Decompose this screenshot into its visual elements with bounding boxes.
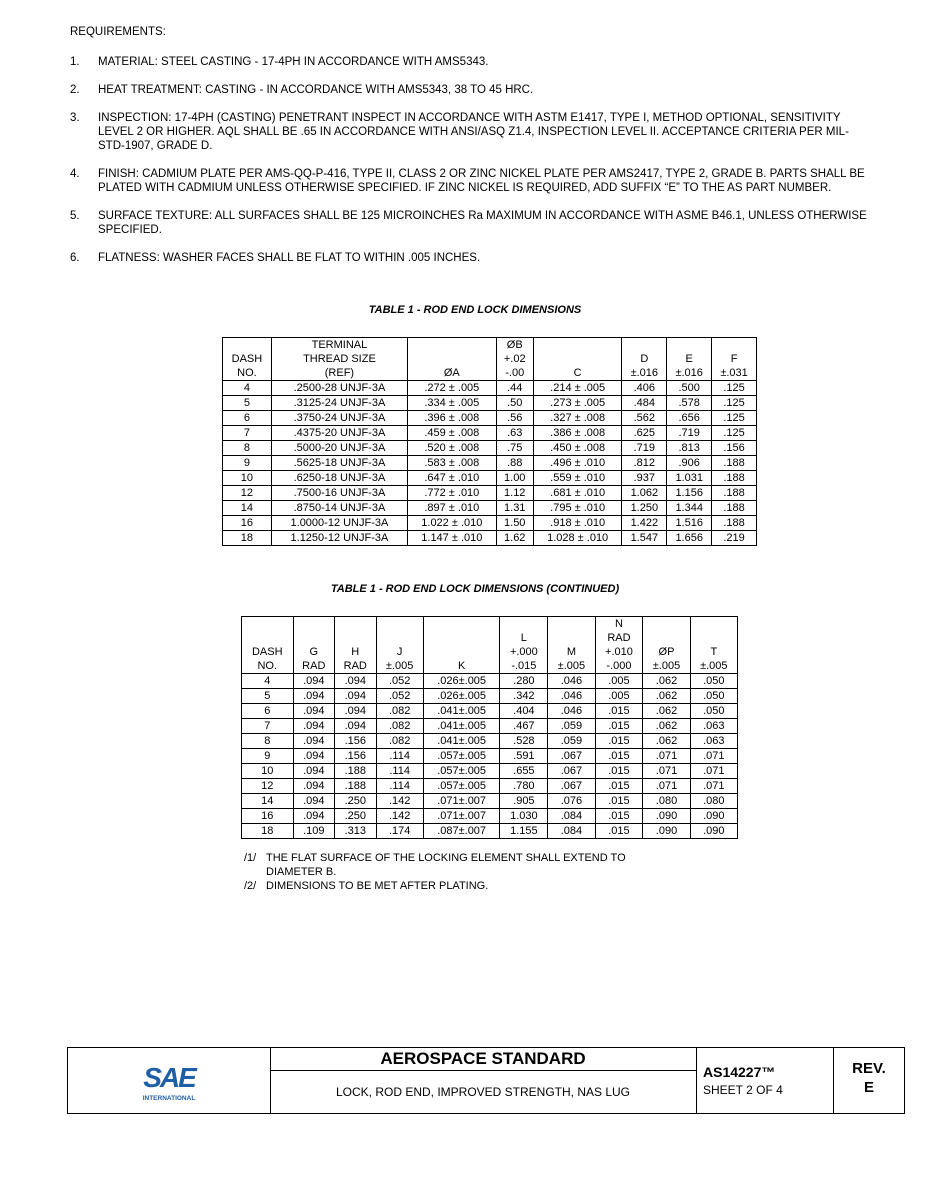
table-cell: 1.50 xyxy=(496,516,533,531)
table-cell: .041±.005 xyxy=(423,719,500,734)
table-cell: .094 xyxy=(335,689,376,704)
table-cell: 6 xyxy=(223,411,272,426)
table-cell: .005 xyxy=(595,674,643,689)
table-cell: .591 xyxy=(500,749,548,764)
table-cell: .062 xyxy=(643,704,690,719)
note-item xyxy=(244,851,626,879)
table-row xyxy=(242,689,738,704)
column-header: K xyxy=(423,617,500,674)
column-header: N RAD +.010 -.000 xyxy=(595,617,643,674)
table-row xyxy=(223,396,757,411)
column-header: G RAD xyxy=(293,617,334,674)
table-cell: .015 xyxy=(595,809,643,824)
table-cell: .057±.005 xyxy=(423,779,500,794)
table-row xyxy=(223,411,757,426)
table-cell: .188 xyxy=(712,516,757,531)
table-cell: .50 xyxy=(496,396,533,411)
table-cell: 1.0000-12 UNJF-3A xyxy=(271,516,407,531)
table-cell: .125 xyxy=(712,411,757,426)
table-cell: 1.022 ± .010 xyxy=(408,516,497,531)
logo-subtext: INTERNATIONAL xyxy=(142,1095,196,1102)
requirement-number: 2. xyxy=(70,84,80,96)
requirement-text: MATERIAL: STEEL CASTING - 17-4PH IN ACCORDANCE WITH AMS5343. xyxy=(98,56,489,68)
table-cell: .2500-28 UNJF-3A xyxy=(271,381,407,396)
table-cell: .528 xyxy=(500,734,548,749)
table-cell: .094 xyxy=(335,674,376,689)
table-cell: .071 xyxy=(643,749,690,764)
table-row xyxy=(242,779,738,794)
table-cell: .015 xyxy=(595,764,643,779)
table-cell: 1.250 xyxy=(622,501,667,516)
table-cell: .3750-24 UNJF-3A xyxy=(271,411,407,426)
table-cell: .071 xyxy=(690,779,737,794)
table-cell: 18 xyxy=(242,824,294,839)
table-cell: .080 xyxy=(690,794,737,809)
table-cell: .937 xyxy=(622,471,667,486)
table-cell: .041±.005 xyxy=(423,734,500,749)
table-cell: .813 xyxy=(667,441,712,456)
table-cell: .8750-14 UNJF-3A xyxy=(271,501,407,516)
requirement-text: FINISH: CADMIUM PLATE PER AMS-QQ-P-416, TYPE II, CLASS 2 OR ZINC NICKEL PLATE PER AMS2417, TYPE 2, GRADE B. PARTS SHALL BE PLATED WITH CADMIUM UNLESS OTHERWISE SPECIFIED. IF ZINC NICKEL IS REQUIRED, ADD SUFFIX “E” TO THE AS PART NUMBER. xyxy=(98,168,865,194)
table-cell: .404 xyxy=(500,704,548,719)
table-cell: 16 xyxy=(242,809,294,824)
table-row xyxy=(242,674,738,689)
table-cell: 14 xyxy=(242,794,294,809)
column-header: M ±.005 xyxy=(548,617,595,674)
table-cell: .3125-24 UNJF-3A xyxy=(271,396,407,411)
table-cell: 9 xyxy=(223,456,272,471)
table-cell: 7 xyxy=(242,719,294,734)
table-cell: 1.547 xyxy=(622,531,667,546)
table-cell: .046 xyxy=(548,704,595,719)
sae-logo xyxy=(68,1048,271,1113)
column-header: ØB +.02 -.00 xyxy=(496,338,533,381)
table-row xyxy=(223,441,757,456)
table-cell: 1.031 xyxy=(667,471,712,486)
table-cell: 1.516 xyxy=(667,516,712,531)
table-cell: .656 xyxy=(667,411,712,426)
table-cell: .062 xyxy=(643,674,690,689)
table-cell: .090 xyxy=(690,809,737,824)
table-cell: .094 xyxy=(293,734,334,749)
revision-cell xyxy=(834,1048,904,1113)
table-cell: .174 xyxy=(376,824,423,839)
dimensions-table xyxy=(222,337,757,546)
table-cell: .026±.005 xyxy=(423,689,500,704)
table-cell: 1.00 xyxy=(496,471,533,486)
table-cell: 14 xyxy=(223,501,272,516)
sheet-number: SHEET 2 OF 4 xyxy=(703,1083,783,1097)
column-header: DASH NO. xyxy=(223,338,272,381)
table-cell: .041±.005 xyxy=(423,704,500,719)
table-cell: .334 ± .005 xyxy=(408,396,497,411)
table-cell: .050 xyxy=(690,704,737,719)
notes xyxy=(244,851,626,893)
table-cell: .188 xyxy=(335,779,376,794)
table-row xyxy=(242,749,738,764)
note-key: /2/ xyxy=(244,880,257,892)
table-cell: 1.1250-12 UNJF-3A xyxy=(271,531,407,546)
table-cell: 4 xyxy=(242,674,294,689)
table-cell: .918 ± .010 xyxy=(533,516,622,531)
requirement-item xyxy=(70,251,870,265)
table-cell: .094 xyxy=(293,674,334,689)
table-cell: .071 xyxy=(643,779,690,794)
column-header: DASH NO. xyxy=(242,617,294,674)
requirement-text: HEAT TREATMENT: CASTING - IN ACCORDANCE WITH AMS5343, 38 TO 45 HRC. xyxy=(98,84,534,96)
table-cell: .7500-16 UNJF-3A xyxy=(271,486,407,501)
table-cell: .250 xyxy=(335,809,376,824)
table-cell: .094 xyxy=(293,764,334,779)
table-row xyxy=(223,426,757,441)
requirement-number: 4. xyxy=(70,168,80,180)
requirements-list xyxy=(70,55,870,279)
table-cell: 9 xyxy=(242,749,294,764)
table-cell: .094 xyxy=(293,689,334,704)
table-cell: .214 ± .005 xyxy=(533,381,622,396)
table-cell: .5000-20 UNJF-3A xyxy=(271,441,407,456)
document-number-cell xyxy=(697,1048,834,1113)
requirement-item xyxy=(70,111,870,153)
table-cell: .015 xyxy=(595,719,643,734)
table-cell: .063 xyxy=(690,719,737,734)
table2-caption: TABLE 1 - ROD END LOCK DIMENSIONS (CONTINUED) xyxy=(330,583,620,595)
table-cell: .114 xyxy=(376,779,423,794)
note-text: DIMENSIONS TO BE MET AFTER PLATING. xyxy=(266,880,489,892)
table-cell: .052 xyxy=(376,689,423,704)
table-cell: .015 xyxy=(595,779,643,794)
table-cell: .583 ± .008 xyxy=(408,456,497,471)
table-cell: .071 xyxy=(643,764,690,779)
note-item xyxy=(244,879,626,893)
table-cell: .681 ± .010 xyxy=(533,486,622,501)
table-cell: .059 xyxy=(548,719,595,734)
table-cell: 5 xyxy=(223,396,272,411)
table-cell: .005 xyxy=(595,689,643,704)
logo-text: SAE xyxy=(143,1062,195,1093)
table-cell: .067 xyxy=(548,779,595,794)
table-cell: .094 xyxy=(293,749,334,764)
requirement-number: 1. xyxy=(70,56,80,68)
table-cell: .6250-18 UNJF-3A xyxy=(271,471,407,486)
table-cell: .080 xyxy=(643,794,690,809)
note-text: THE FLAT SURFACE OF THE LOCKING ELEMENT SHALL EXTEND TO DIAMETER B. xyxy=(266,852,626,878)
table-cell: .125 xyxy=(712,396,757,411)
table-cell: .076 xyxy=(548,794,595,809)
table-cell: .63 xyxy=(496,426,533,441)
column-header: TERMINAL THREAD SIZE (REF) xyxy=(271,338,407,381)
table-cell: 16 xyxy=(223,516,272,531)
table-row xyxy=(242,809,738,824)
table-cell: .094 xyxy=(335,704,376,719)
table-cell: .082 xyxy=(376,719,423,734)
table-cell: .071 xyxy=(690,749,737,764)
table-cell: .496 ± .010 xyxy=(533,456,622,471)
table-cell: .647 ± .010 xyxy=(408,471,497,486)
table-row xyxy=(223,501,757,516)
table-cell: 1.12 xyxy=(496,486,533,501)
table-row xyxy=(223,471,757,486)
table-cell: .015 xyxy=(595,734,643,749)
table-cell: .125 xyxy=(712,381,757,396)
table-cell: .063 xyxy=(690,734,737,749)
table-cell: .015 xyxy=(595,824,643,839)
revision-value: E xyxy=(863,1079,874,1096)
table-cell: .057±.005 xyxy=(423,749,500,764)
table-cell: .772 ± .010 xyxy=(408,486,497,501)
table-cell: .094 xyxy=(335,719,376,734)
table-cell: .396 ± .008 xyxy=(408,411,497,426)
table-cell: 8 xyxy=(223,441,272,456)
table-cell: .44 xyxy=(496,381,533,396)
table-cell: .156 xyxy=(335,749,376,764)
table-cell: .719 xyxy=(667,426,712,441)
table-cell: .109 xyxy=(293,824,334,839)
table-cell: .026±.005 xyxy=(423,674,500,689)
table-cell: .459 ± .008 xyxy=(408,426,497,441)
table-cell: 12 xyxy=(223,486,272,501)
table-cell: .559 ± .010 xyxy=(533,471,622,486)
column-header: ØP ±.005 xyxy=(643,617,690,674)
table-cell: .090 xyxy=(643,809,690,824)
table-cell: .071±.007 xyxy=(423,809,500,824)
table-cell: .087±.007 xyxy=(423,824,500,839)
table-cell: .313 xyxy=(335,824,376,839)
table-row xyxy=(223,516,757,531)
column-header: J ±.005 xyxy=(376,617,423,674)
table-cell: .094 xyxy=(293,779,334,794)
table-cell: 5 xyxy=(242,689,294,704)
table-cell: 4 xyxy=(223,381,272,396)
table-cell: .046 xyxy=(548,674,595,689)
table-cell: .094 xyxy=(293,704,334,719)
table-row xyxy=(223,456,757,471)
standard-type: AEROSPACE STANDARD xyxy=(270,1048,696,1071)
table-cell: .562 xyxy=(622,411,667,426)
table-cell: .142 xyxy=(376,794,423,809)
column-header: L +.000 -.015 xyxy=(500,617,548,674)
table-cell: .015 xyxy=(595,704,643,719)
requirement-text: FLATNESS: WASHER FACES SHALL BE FLAT TO WITHIN .005 INCHES. xyxy=(98,252,481,264)
table-cell: .897 ± .010 xyxy=(408,501,497,516)
table-cell: .156 xyxy=(335,734,376,749)
table-cell: 1.62 xyxy=(496,531,533,546)
table-cell: .052 xyxy=(376,674,423,689)
table-cell: .062 xyxy=(643,719,690,734)
table-cell: .071 xyxy=(690,764,737,779)
table-cell: .084 xyxy=(548,809,595,824)
table-cell: .386 ± .008 xyxy=(533,426,622,441)
table-cell: .082 xyxy=(376,734,423,749)
table-cell: .084 xyxy=(548,824,595,839)
table-cell: .88 xyxy=(496,456,533,471)
table-cell: .906 xyxy=(667,456,712,471)
document-number: AS14227™ xyxy=(703,1064,776,1080)
table-cell: .094 xyxy=(293,794,334,809)
table-cell: 1.062 xyxy=(622,486,667,501)
table-cell: .450 ± .008 xyxy=(533,441,622,456)
table-cell: .467 xyxy=(500,719,548,734)
table-cell: .062 xyxy=(643,689,690,704)
table1-caption: TABLE 1 - ROD END LOCK DIMENSIONS xyxy=(368,304,582,316)
part-description: LOCK, ROD END, IMPROVED STRENGTH, NAS LUG xyxy=(335,1085,631,1099)
table-row xyxy=(242,824,738,839)
table-cell: 1.344 xyxy=(667,501,712,516)
table-cell: .059 xyxy=(548,734,595,749)
table-cell: 1.155 xyxy=(500,824,548,839)
table-cell: 10 xyxy=(223,471,272,486)
table-cell: .188 xyxy=(712,456,757,471)
title-block xyxy=(67,1047,905,1114)
table-cell: .156 xyxy=(712,441,757,456)
table-cell: .071±.007 xyxy=(423,794,500,809)
table-cell: 10 xyxy=(242,764,294,779)
table-cell: .4375-20 UNJF-3A xyxy=(271,426,407,441)
table-cell: .188 xyxy=(335,764,376,779)
table-cell: .578 xyxy=(667,396,712,411)
requirement-number: 3. xyxy=(70,112,80,124)
table-cell: 1.656 xyxy=(667,531,712,546)
table-cell: .067 xyxy=(548,764,595,779)
table-cell: .125 xyxy=(712,426,757,441)
requirement-item xyxy=(70,167,870,195)
table-cell: .057±.005 xyxy=(423,764,500,779)
table-cell: .625 xyxy=(622,426,667,441)
table-cell: 6 xyxy=(242,704,294,719)
table-cell: .050 xyxy=(690,674,737,689)
table-row xyxy=(242,734,738,749)
table-cell: .050 xyxy=(690,689,737,704)
table-cell: .188 xyxy=(712,486,757,501)
table-cell: .500 xyxy=(667,381,712,396)
table-cell: 1.028 ± .010 xyxy=(533,531,622,546)
table-cell: 8 xyxy=(242,734,294,749)
table-cell: .090 xyxy=(643,824,690,839)
column-header: C xyxy=(533,338,622,381)
table-cell: .094 xyxy=(293,809,334,824)
table-cell: .114 xyxy=(376,764,423,779)
table-cell: .114 xyxy=(376,749,423,764)
sae-logo-icon xyxy=(68,1048,270,1113)
table-cell: 1.030 xyxy=(500,809,548,824)
table-cell: .188 xyxy=(712,501,757,516)
table-cell: .188 xyxy=(712,471,757,486)
column-header: F ±.031 xyxy=(712,338,757,381)
table-cell: .780 xyxy=(500,779,548,794)
dimensions-continued-table xyxy=(241,616,738,839)
table-cell: .56 xyxy=(496,411,533,426)
table-cell: .520 ± .008 xyxy=(408,441,497,456)
table-cell: .406 xyxy=(622,381,667,396)
table-cell: 7 xyxy=(223,426,272,441)
column-header: H RAD xyxy=(335,617,376,674)
table-cell: .327 ± .008 xyxy=(533,411,622,426)
table-cell: .655 xyxy=(500,764,548,779)
requirement-text: SURFACE TEXTURE: ALL SURFACES SHALL BE 125 MICROINCHES Ra MAXIMUM IN ACCORDANCE WITH ASME B46.1, UNLESS OTHERWISE SPECIFIED. xyxy=(98,210,867,236)
requirement-number: 5. xyxy=(70,210,80,222)
table-cell: .273 ± .005 xyxy=(533,396,622,411)
table-cell: .795 ± .010 xyxy=(533,501,622,516)
table-cell: .062 xyxy=(643,734,690,749)
table-cell: .812 xyxy=(622,456,667,471)
table-cell: 12 xyxy=(242,779,294,794)
requirement-item xyxy=(70,209,870,237)
table-cell: .015 xyxy=(595,749,643,764)
table-cell: .342 xyxy=(500,689,548,704)
table-cell: .219 xyxy=(712,531,757,546)
table-cell: .484 xyxy=(622,396,667,411)
table-cell: 18 xyxy=(223,531,272,546)
table-row xyxy=(223,531,757,546)
table-cell: 1.31 xyxy=(496,501,533,516)
requirement-text: INSPECTION: 17-4PH (CASTING) PENETRANT INSPECT IN ACCORDANCE WITH ASTM E1417, TYPE I, METHOD OPTIONAL, SENSITIVITY LEVEL 2 OR HIGHER. AQL SHALL BE .65 IN ACCORDANCE WITH ANSI/ASQ Z1.4, INSPECTION LEVEL II. ACCEPTANCE CRITERIA PER MIL-STD-1907, GRADE D. xyxy=(98,112,849,152)
revision-label: REV. xyxy=(852,1060,886,1077)
column-header: ØA xyxy=(408,338,497,381)
table-cell: .015 xyxy=(595,794,643,809)
column-header: D ±.016 xyxy=(622,338,667,381)
table-cell: .75 xyxy=(496,441,533,456)
table-cell: .280 xyxy=(500,674,548,689)
note-key: /1/ xyxy=(244,852,257,864)
table-row xyxy=(242,794,738,809)
column-header: T ±.005 xyxy=(690,617,737,674)
table-row xyxy=(223,486,757,501)
requirement-item xyxy=(70,83,870,97)
table-cell: 1.156 xyxy=(667,486,712,501)
column-header: E ±.016 xyxy=(667,338,712,381)
requirement-item xyxy=(70,55,870,69)
table-cell: .046 xyxy=(548,689,595,704)
table-cell: .067 xyxy=(548,749,595,764)
table-cell: 1.147 ± .010 xyxy=(408,531,497,546)
table-row xyxy=(223,381,757,396)
table-cell: .090 xyxy=(690,824,737,839)
table-row xyxy=(242,719,738,734)
table-cell: .272 ± .005 xyxy=(408,381,497,396)
title-middle xyxy=(270,1048,697,1113)
table-cell: .142 xyxy=(376,809,423,824)
requirements-title: REQUIREMENTS: xyxy=(70,26,166,38)
table-cell: .719 xyxy=(622,441,667,456)
table-cell: .250 xyxy=(335,794,376,809)
table-row xyxy=(242,704,738,719)
table-cell: .082 xyxy=(376,704,423,719)
table-cell: .5625-18 UNJF-3A xyxy=(271,456,407,471)
table-cell: 1.422 xyxy=(622,516,667,531)
table-cell: .905 xyxy=(500,794,548,809)
requirement-number: 6. xyxy=(70,252,80,264)
table-cell: .094 xyxy=(293,719,334,734)
table-row xyxy=(242,764,738,779)
